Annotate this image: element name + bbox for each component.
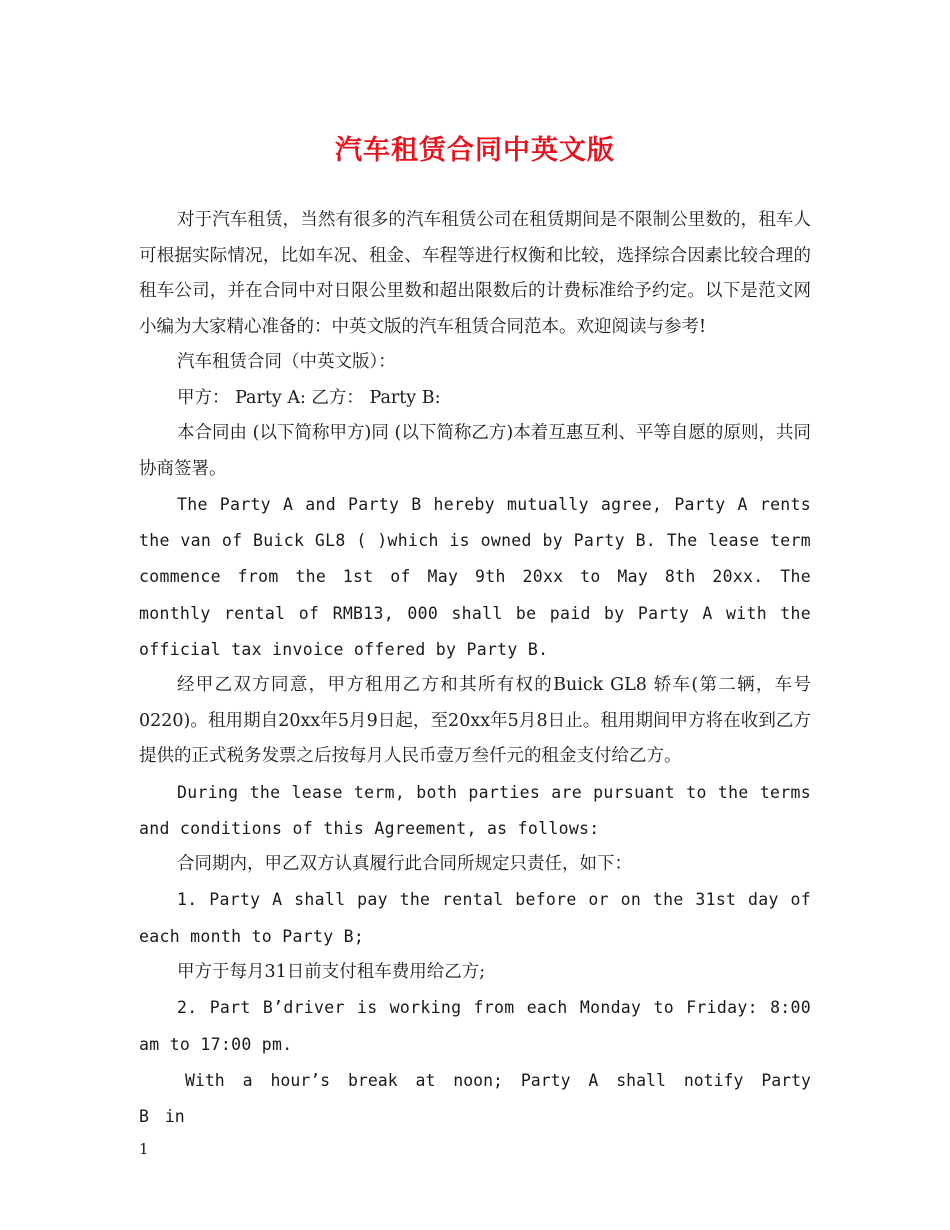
- paragraph-lease-terms-en: The Party A and Party B hereby mutually agree, Party A rents the van of Buick GL8 ( )which is owned by Party B. The lease term commence from the 1st of May 9th 20xx to May 8th 20xx. The monthly rental of RMB13, 000 shall be paid by Party A with the official tax invoice offered by Party B.: [139, 495, 811, 659]
- paragraph-clause-2-en: 2. Part B’driver is working from each Monday to Friday: 8:00 am to 17:00 pm.: [139, 998, 811, 1054]
- paragraph-intro: 对于汽车租赁，当然有很多的汽车租赁公司在租赁期间是不限制公里数的，租车人可根据实际情况，比如车况、租金、车程等进行权衡和比较，选择综合因素比较合理的租车公司，并在合同中对日限公里数和超出限数后的计费标准给予约定。以下是范文网小编为大家精心准备的：中英文版的汽车租赁合同范本。欢迎阅读与参考!: [139, 210, 811, 337]
- paragraph-preamble-cn: 本合同由 (以下简称甲方)同 (以下简称乙方)本着互惠互利、平等自愿的原则，共同协商签署。: [139, 423, 811, 479]
- document-title: 汽车租赁合同中英文版: [335, 135, 615, 166]
- paragraph-obligations-en: During the lease term, both parties are pursuant to the terms and conditions of this Agreement, as follows:: [139, 782, 811, 838]
- page-number: 1: [139, 1140, 149, 1158]
- paragraph-parties: 甲方： Party A: 乙方： Party B:: [177, 387, 441, 408]
- paragraph-clause-2-break: With a hour’s break at noon; Party A shall notify Party B in: [139, 1070, 811, 1126]
- paragraph-contract-heading: 汽车租赁合同（中英文版）：: [177, 352, 396, 372]
- paragraph-obligations-cn: 合同期内，甲乙双方认真履行此合同所规定只责任，如下：: [177, 853, 632, 874]
- document-body: [139, 203, 811, 1135]
- paragraph-lease-terms-cn: 经甲乙双方同意，甲方租用乙方和其所有权的Buick GL8 轿车(第二辆，车号0220)。租用期自20xx年5月9日起，至20xx年5月8日止。租用期间甲方将在收到乙方提供的正式税务发票之后按每月人民币壹万叁仟元的租金支付给乙方。: [139, 675, 811, 767]
- paragraph-clause-1-en: 1. Party A shall pay the rental before or on the 31st day of each month to Party B;: [139, 890, 811, 946]
- paragraph-clause-1-cn: 甲方于每月31日前支付租车费用给乙方;: [177, 961, 486, 982]
